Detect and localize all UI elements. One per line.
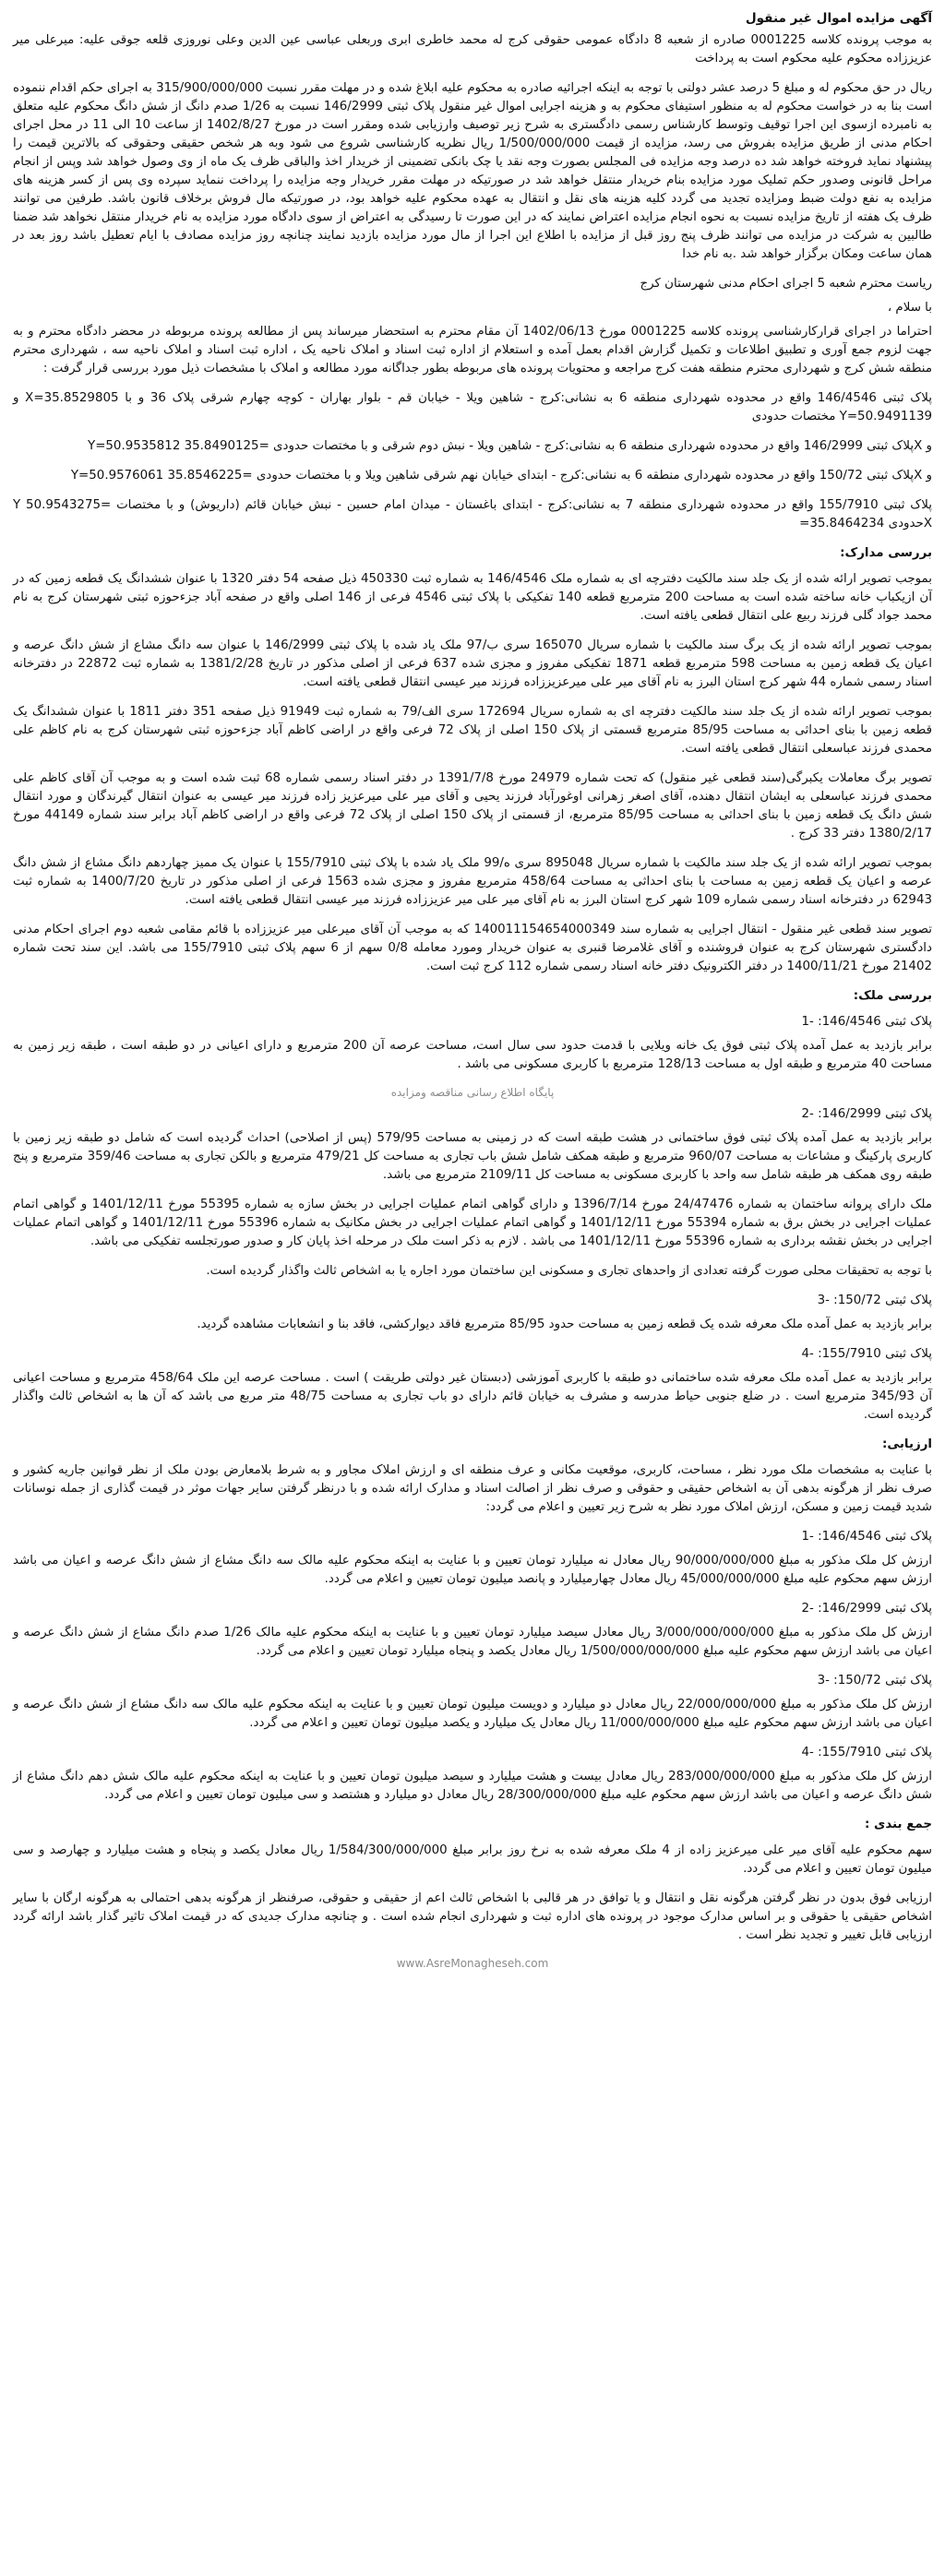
doc-item: بموجب تصویر ارائه شده از یک جلد سند مالکیت دفترچه ای به شماره ملک 146/4546 به شماره ثبت 450330 ذیل صفحه 54 دفتر 1320 با عنوان ششدانگ یک قطعه زمین که در آن ازیکباب خانه ساخته شده است به مساحت 200 مترمربع قطعه 140 تفکیکی با پلاک ثبتی 4546 فرعی از 146 اصلی واقع در صفحه آباد جزءحوزه ثبتی شهرستان کرج به نام محمد جواد گلی فرزند ربیع علی انتقال قطعی یافته است. [13,572,932,623]
valuation-text: ارزش کل ملک مذکور به مبلغ 90/000/000/000 ریال معادل نه میلیارد تومان تعیین و با عنایت به اینکه محکوم علیه مالک سه دانگ مشاع از شش دانگ عرصه و اعیان می باشد ارزش سهم محکوم علیه مبلغ 45/000/000/000 ریال معادل چهارمیلیارد و پانصد میلیون تومان تعیین و اعلام می گردد. [13,1554,932,1586]
valuation-label: پلاک ثبتی 150/72: -3 [817,1674,932,1688]
plaque-item: و Xپلاک ثبتی 150/72 واقع در محدوده شهرداری منطقه 6 به نشانی:کرج - ابتدای خیابان نهم شرقی شاهین ویلا و با مختصات حدودی =35.8546225 Y=50.9576061 [70,469,932,483]
docs-heading: بررسی مدارک: [840,546,932,560]
doc-item: تصویر سند قطعی غیر منقول - انتقال اجرایی به شماره سند 140011154654000349 که به موجب آن آقای میرعلی میر عزیززاده با قائم مقامی شعبه دوم اجرای احکام مدنی دادگستری شهرستان کرج به عنوان فروشنده و آقای غلامرضا قنبری به عنوان خریدار ومورد معامله 0/8 سهم از 6 سهم پلاک ثبتی 155/7910 می باشد. این سند تحت شماره 21402 مورخ 1400/11/21 در دفتر الکترونیک دفتر خانه اسناد رسمی شماره 112 کرج ثبت است. [13,923,932,973]
valuation-label: پلاک ثبتی 146/2999: -2 [801,1602,932,1616]
valuation-text: ارزش کل ملک مذکور به مبلغ 3/000/000/000/000 ریال معادل سیصد میلیارد تومان تعیین و با عنایت به اینکه محکوم علیه مالک 1/26 صدم دانگ مشاع از شش دانگ عرصه و اعیان می باشد ارزش سهم محکوم علیه مبلغ 1/500/000/000/000 ریال معادل یکصد و پنجاه میلیارد تومان تعیین و اعلام می گردد. [13,1626,932,1658]
review-text: ملک دارای پروانه ساختمان به شماره 24/47476 مورخ 1396/7/14 و دارای گواهی اتمام عملیات اجرایی در بخش سازه به شماره 55395 مورخ 1401/12/11 و گواهی اتمام عملیات اجرایی در بخش برق به شماره 55394 مورخ 1401/12/11 و گواهی اتمام عملیات اجرایی در بخش مکانیک به شماره 55396 مورخ 1401/12/11 و گواهی اتمام عملیات اجرایی در بخش نقشه برداری به شماره 55396 مورخ 1401/12/11 می باشد . لازم به ذکر است ملک در مرحله اخذ پایان کار و صدور صورتجلسه تفکیکی می باشد. [13,1198,933,1248]
plaques-list [13,389,932,533]
review-label: پلاک ثبتی 150/72: -3 [817,1294,932,1307]
review-label: پلاک ثبتی 146/4546: -1 [801,1015,932,1029]
doc-item: بموجب تصویر ارائه شده از یک جلد سند مالکیت با شماره سریال 895048 سری ه/99 ملک یاد شده با پلاک ثبتی 155/7910 با عنوان یک ممیز چهاردهم دانگ مشاع از شش دانگ عرصه و اعیان یک قطعه زمین به مساحت با بنای احداثی به مساحت 458/64 مترمربع مفروز و مجزی شده 1563 فرعی از اصلی مذکور در تاریخ 1400/7/20 به شماره ثبت 62943 در دفترخانه اسناد رسمی شماره 109 شهر کرج استان البرز به نام آقای میر علی میر عزیززاده فرزند میر عیسی انتقال قطعی یافته است. [13,856,932,907]
conclusion-heading: جمع بندی : [865,1818,932,1831]
valuation-text: ارزش کل ملک مذکور به مبلغ 22/000/000/000 ریال معادل دو میلیارد و دویست میلیون تومان تعیین و با عنایت به اینکه محکوم علیه مالک سه دانگ مشاع از شش دانگ عرصه و اعیان می باشد ارزش سهم محکوم علیه مبلغ 11/000/000/000 ریال معادل یک میلیارد و یکصد میلیون تومان تعیین و اعلام می گردد. [13,1698,932,1730]
intro-paragraph: به موجب پرونده کلاسه 0001225 صادره از شعبه 8 دادگاه عمومی حقوقی کرج له محمد خاطری ابری وربعلی عباسی عین الدین وعلی نوروزی قلعه جوقی علیه: میرعلی میر عزیززاده محکوم علیه محکوم است به پرداخت [13,33,932,66]
watermark [13,1085,932,1100]
review-label: پلاک ثبتی 146/2999: -2 [801,1107,932,1121]
report-paragraph: احتراما در اجرای قرارکارشناسی پرونده کلاسه 0001225 مورخ 1402/06/13 آن مقام محترم به استحضار میرساند پس از مطالعه پرونده مربوطه در محضر دادگاه محترم و به جهت لزوم جمع آوری و تطبیق اطلاعات و تکمیل گزارش اقدام بعمل آمده و استعلام از اداره ثبت اسناد و املاک ناحیه یک ، اداره ثبت اسناد و املاک ناحیه سه ، شهرداری محترم منطقه شش کرج و شهرداری محترم منطقه هفت کرج مراجعه و محتویات پرونده های مربوطه بطور جداگانه مورد مطالعه و املاک با مشخصات ذیل مورد بررسی قرار گرفت : [13,325,932,376]
watermark-footer [13,1956,932,1971]
review-label: پلاک ثبتی 155/7910: -4 [801,1347,932,1361]
review-list [13,1013,932,1425]
main-paragraph: ریال در حق محکوم له و مبلغ 5 درصد عشر دولتی با توجه به اینکه اجرائیه صادره به محکوم علیه ابلاغ شده و در مهلت مقرر نسبت 315/900/000/000 به اجرای حکم اقدام ننموده است بنا به در خواست محکوم له به منظور استیفای محکوم به و هزینه اجرایی اموال غیر منقول پلاک ثبتی 146/2999 نسبت به 1/26 صدم دانگ از شش دانگ محکوم علیه متعلق به نامبرده ازسوی این اجرا توقیف وتوسط کارشناس رسمی دادگستری به شرح زیر توصیف وارزیابی شده ومقرر است در مورخ 1402/8/27 از ساعت 10 الی 11 در محل اجرای احکام مدنی از طریق مزایده بفروش می رسد، مزایده از قیمت 1/500/000/000 ریال نظریه کارشناسی شروع می شود وبه هر شخص حقیقی وحقوقی که بالاترین قیمت را پیشنهاد نماید فروخته خواهد شد ده درصد وجه مزایده فی المجلس بصورت وجه نقد یا چک بانکی تضمینی از خریدار اخذ والباقی ظرف یک ماه از وی وصول خواهد شد وپس از انجام مراحل قانونی وصدور حکم تملیک مورد مزایده بنام خریدار منتقل خواهد شد در صورتیکه در مهلت مقرر خریدار وجه مزایده را پرداخت ننماید سپرده وی پس از کسر هزینه های مزایده به نفع دولت ضبط ومزایده تجدید می گردد کلیه هزینه های نقل و انتقال به عهده محکوم علیه خواهد بود، در صورتیکه مال فروش برخلاف قانون باشد. طرفین می توانند ظرف یک هفته از تاریخ مزایده نسبت به نحوه انجام مزایده اعتراض نمایند که در این صورت تا رسیدگی به اعتراض از سوی دادگاه مورد مزایده به نام خریدار منتقل نخواهد شد ضمنا طالبین به شرکت در مزایده می توانند ظرف پنج روز قبل از مزایده با اطلاع این اجرا از مال مورد مزایده بازدید نمایند چنانچه روز مزایده مصادف با ایام تعطیل باشد روز بعد در همان ساعت ومکان برگزار خواهد شد .به نام خدا [13,81,933,261]
watermark-url: www.AsreMonagheseh.com [396,1957,549,1970]
review-heading: بررسی ملک: [853,989,932,1003]
doc-item: تصویر برگ معاملات یکبرگی(سند قطعی غیر منقول) که تحت شماره 24979 مورخ 1391/7/8 در دفتر اسناد رسمی شماره 68 ثبت شده است و به موجب آن آقای کاظم علی محمدی فرزند عباسعلی به ایشان انتقال دهنده، آقای اصغر زهرانی اوغورآباد فرزند یحیی و آقای میر علی میرعزیز زاده فرزند میر عیسی به عنوان انتقال گیرندگان و مورد انتقال شش دانگ یک قطعه زمین با بنای احداثی به مساحت 85/95 مترمربع، از قسمتی از پلاک 150 اصلی از پلاک 72 فرعی واقع در اراضی کاظم آباد برابر سند شماره 44149 مورخ 1380/2/17 دفتر 33 کرج . [13,771,932,841]
plaque-item: پلاک ثبتی 146/4546 واقع در محدوده شهرداری منطقه 6 به نشانی:کرج - شاهین ویلا - خیابان قم - بلوار بهاران - کوچه چهارم شرقی پلاک 36 و با X=35.8529805 و Y=50.9491139 مختصات حدودی [13,391,932,423]
review-text: برابر بازدید به عمل آمده ملک معرفه شده یک قطعه زمین به مساحت حدود 85/95 مترمربع فاقد دیوارکشی، فاقد بنا و انشعابات مشاهده گردید. [197,1318,932,1331]
valuation-intro: با عنایت به مشخصات ملک مورد نظر ، مساحت، کاربری، موقعیت مکانی و عرف منطقه ای و ارزش املاک مجاور و به شرط بلامعارض بودن ملک از نظر قوانین جاریه کشور و صرف نظر از هرگونه بدهی آن به اشخاص حقیقی و حقوقی و صرف نظر از اصالت اسناد و مدارک ارائه شده و با درنظر گرفتن سایر جهات موثر در قیمت گذاری از جمله نوسانات شدید قیمت زمین و مسکن، ارزش املاک مورد نظر به شرح زیر تعیین و اعلام می گردد: [13,1463,932,1514]
greeting: با سلام ، [887,301,932,315]
valuation-list [13,1528,932,1805]
conclusion-text: سهم محکوم علیه آقای میر علی میرعزیز زاده از 4 ملک معرفه شده به نرخ روز برابر مبلغ 1/584/300/000/000 ریال معادل یکصد و پنجاه و هشت میلیارد و چهارصد و سی میلیون تومان تعیین و اعلام می گردد. [13,1843,932,1876]
valuation-text: ارزش کل ملک مذکور به مبلغ 283/000/000/000 ریال معادل بیست و هشت میلیارد و سیصد میلیون تومان تعیین و با عنایت به اینکه محکوم علیه مالک شش دهم دانگ مشاع از شش دانگ عرصه و اعیان می باشد ارزش سهم محکوم علیه مبلغ 28/300/000/000 ریال معادل دو میلیارد و هشتصد و سی میلیون تومان تعیین و اعلام می گردد. [13,1770,932,1802]
addressee: ریاست محترم شعبه 5 اجرای احکام مدنی شهرستان کرج [640,277,932,291]
review-text: با توجه به تحقیقات محلی صورت گرفته تعدادی از واحدهای تجاری و مسکونی این ساختمان مورد اجاره یا به اشخاص ثالث واگذار گردیده است. [206,1264,932,1278]
review-text: برابر بازدید به عمل آمده پلاک ثبتی فوق ساختمانی در هشت طبقه است که در زمینی به مساحت 579/95 (پس از اصلاحی) احداث گردیده است که شامل دو طبقه زیر زمین با کاربری پارکینگ و مشاعات به مساحت 960/07 مترمربع و طبقه همکف شامل شش باب تجاری به مساحت کل 479/21 مترمربع و بالکن تجاری به مساحت 359/46 مترمربع و پنج طبقه روی همکف هر طبقه شامل سه واحد با کاربری مسکونی به مساحت کل 2109/11 مترمربع می باشد. [13,1131,932,1182]
doc-item: بموجب تصویر ارائه شده از یک جلد سند مالکیت دفترچه ای به شماره سریال 172694 سری الف/79 به شماره ثبت 91949 ذیل صفحه 351 دفتر 1811 با عنوان ششدانگ یک قطعه زمین با بنای احداثی به مساحت 85/95 مترمربع قسمتی از پلاک 150 اصلی از پلاک 72 فرعی واقع در اراضی کاظم آباد جزءحوزه ثبتی شهرستان کرج به نام کاظم علی محمدی فرزند عباسعلی انتقال قطعی یافته است. [13,705,933,756]
valuation-heading: ارزیابی: [882,1437,932,1451]
doc-item: بموجب تصویر ارائه شده از یک برگ سند مالکیت با شماره سریال 165070 سری ب/97 ملک یاد شده با پلاک ثبتی 146/2999 با عنوان سه دانگ مشاع از شش دانگ عرصه و اعیان یک قطعه زمین به مساحت 598 مترمربع قطعه 1871 تفکیکی مفروز و مجزی شده 637 فرعی از اصلی مذکور در تاریخ 1381/2/28 به شماره ثبت 22872 در دفترخانه اسناد رسمی شماره 44 شهر کرج استان البرز به نام آقای میر علی میرعزیززاده فرزند میر عیسی انتقال قطعی یافته است. [13,638,932,689]
valuation-label: پلاک ثبتی 155/7910: -4 [801,1746,932,1759]
plaque-item: و Xپلاک ثبتی 146/2999 واقع در محدوده شهرداری منطقه 6 به نشانی:کرج - شاهین ویلا - نبش دوم شرقی و با مختصات حدودی =35.8490125 Y=50.9535812 [88,439,932,453]
valuation-label: پلاک ثبتی 146/4546: -1 [801,1530,932,1544]
plaque-item: پلاک ثبتی 155/7910 واقع در محدوده شهرداری منطقه 7 به نشانی:کرج - ابتدای باغستان - میدان امام حسین - نبش خیابان قائم (داریوش) و با مختصات =Y 50.9543275 Xحدودی 35.8464234= [13,498,932,531]
disclaimer-text: ارزیابی فوق بدون در نظر گرفتن هرگونه نقل و انتقال و یا توافق در هر قالبی با اشخاص ثالث اعم از حقیقی و حقوقی، صرفنظر از هرگونه بدهی احتمالی به هرگونه ارگان با سایر اشخاص حقیقی یا حقوقی و بر اساس مدارک موجود در پرونده های اداره ثبت و شهرداری انجام شده است . و چنانچه مدارک جدیدی که در قیمت املاک تاثیر گذار باشد ارائه گردد ارزیابی قابل تغییر و تجدید نظر است . [13,1891,932,1942]
review-text: برابر بازدید به عمل آمده ملک معرفه شده ساختمانی دو طبقه با کاربری آموزشی (دبستان غیر دولتی طریقت ) است . مساحت عرصه این ملک 458/64 مترمربع و مساحت اعیانی آن 345/93 مترمربع است . در ضلع جنوبی حیاط مدرسه و مشرف به خیابان قائم دارای دو باب تجاری به مساحت 48/75 متر مربع می باشد که آن ها به اشخاص ثالث واگذار گردیده است. [13,1371,932,1422]
docs-list [13,570,932,976]
notice-title: آگهی مزایده اموال غیر منقول [745,11,932,26]
review-text: برابر بازدید به عمل آمده پلاک ثبتی فوق یک خانه ویلایی با قدمت حدود سی سال است، مساحت عرصه آن 200 مترمربع و دارای اعیانی در دو طبقه است ، طبقه زیر زمین به مساحت 40 مترمربع و طبقه اول به مساحت 128/13 مترمربع با کاربری مسکونی می باشد . [13,1039,932,1071]
watermark-name: پایگاه اطلاع رسانی مناقصه ومزایده [390,1086,555,1099]
